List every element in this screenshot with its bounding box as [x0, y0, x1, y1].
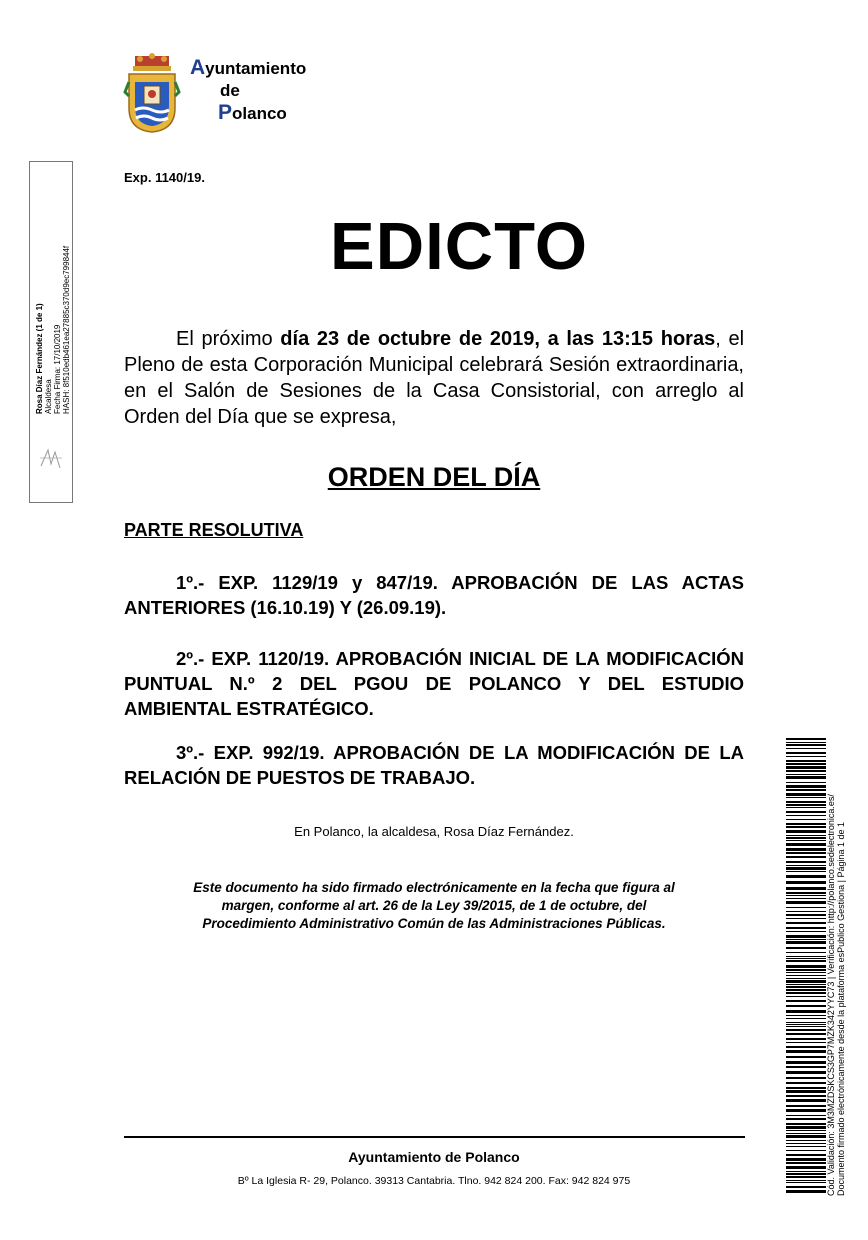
footer-divider [124, 1136, 745, 1138]
verification-line2: Documento firmado electrónicamente desde la plataforma esPublico Gestiona | Página 1 de 1 [836, 821, 846, 1196]
logo-initial-p: P [218, 101, 233, 124]
intro-date-time: día 23 de octubre de 2019, a las 13:15 horas [280, 328, 716, 350]
agenda-item-2 [124, 646, 744, 721]
verification-text [826, 736, 846, 1196]
signature-date: Fecha Firma: 17/10/2019 [53, 324, 62, 414]
logo-word-de: de [220, 81, 240, 100]
legal-notice-line2: margen, conforme al art. 26 de la Ley 39/2015, de 1 de octubre, del [221, 898, 647, 913]
signer-name: Rosa Díaz Fernández (1 de 1) [35, 303, 44, 414]
agenda-item-3 [124, 740, 744, 790]
logo-word-ayuntamiento: yuntamiento [205, 59, 307, 78]
signer-role: Alcaldesa [44, 379, 53, 414]
agenda-item-1-text: 1º.- EXP. 1129/19 y 847/19. APROBACIÓN DE LAS ACTAS ANTERIORES (16.10.19) Y (26.09.19). [124, 572, 744, 618]
validation-barcode-icon [786, 738, 826, 1194]
agenda-item-3-text: 3º.- EXP. 992/19. APROBACIÓN DE LA MODIFICACIÓN DE LA RELACIÓN DE PUESTOS DE TRABAJO. [124, 742, 744, 788]
legal-notice [124, 879, 744, 933]
logo-initial-a: A [190, 56, 206, 79]
intro-start: El próximo [176, 328, 281, 350]
verification-line1: Cód. Validación: 3M3MZDSKCS3GP7MZK342YYC73 | Verificación: http://polanco.sedelectronica.es/ [826, 794, 836, 1196]
legal-notice-line3: Procedimiento Administrativo Común de las Administraciones Públicas. [202, 916, 666, 931]
section-heading: PARTE RESOLUTIVA [124, 520, 304, 540]
legal-notice-line1: Este documento ha sido firmado electrónicamente en la fecha que figura al [193, 880, 675, 895]
agenda-item-2-text: 2º.- EXP. 1120/19. APROBACIÓN INICIAL DE LA MODIFICACIÓN PUNTUAL N.º 2 DEL PGOU DE POLANCO Y DEL ESTUDIO AMBIENTAL ESTRATÉGICO. [124, 648, 744, 719]
agenda-heading: ORDEN DEL DÍA [327, 462, 541, 492]
document-title: EDICTO [330, 209, 588, 284]
logo-wordmark [190, 57, 330, 125]
logo-word-polanco: olanco [232, 104, 287, 123]
agenda-item-1 [124, 570, 744, 620]
footer-address: Bº La Iglesia R- 29, Polanco. 39313 Cantabria. Tlno. 942 824 200. Fax: 942 824 975 [237, 1175, 631, 1187]
intro-end: , el Pleno de esta Corporación Municipal celebrará Sesión extraordinaria, en el Salón de Sesiones de la Casa Consistorial, con arreglo al Orden del Día que se expresa, [124, 328, 745, 428]
signoff-line: En Polanco, la alcaldesa, Rosa Díaz Fernández. [294, 824, 574, 839]
signature-scribble-icon [38, 446, 64, 472]
signature-hash: HASH: 8f510edb461ea27885c370d9ec799844f [62, 245, 71, 414]
footer-organization: Ayuntamiento de Polanco [348, 1149, 520, 1165]
municipal-crest-logo [123, 52, 181, 134]
intro-paragraph [124, 326, 744, 430]
expediente-number: Exp. 1140/19. [124, 170, 205, 185]
